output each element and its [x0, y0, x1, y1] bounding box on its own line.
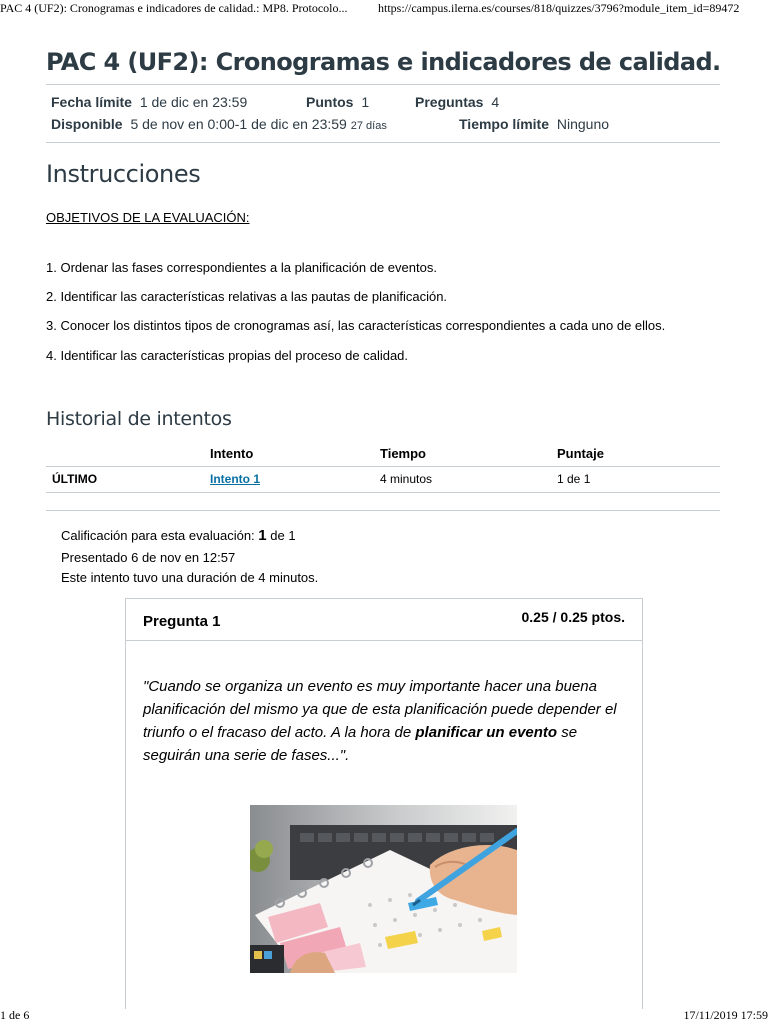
objective-item: 4. Identificar las características propias del proceso de calidad. — [46, 348, 409, 363]
points — [306, 94, 369, 110]
time-limit — [459, 116, 609, 132]
attempt-link[interactable]: Intento 1 — [210, 472, 260, 486]
time-limit-value: Ninguno — [556, 116, 610, 132]
print-datetime: 17/11/2019 17:59 — [683, 1008, 768, 1022]
divider — [46, 510, 720, 511]
print-header — [0, 0, 768, 18]
time-limit-label: Tiempo límite — [459, 116, 549, 132]
grade-total: de 1 — [270, 528, 296, 543]
column-header-time: Tiempo — [380, 446, 426, 461]
questions-count — [415, 94, 499, 110]
questions-label: Preguntas — [415, 94, 484, 110]
question-text: "Cuando se organiza un evento es muy importante hacer una buena planificación del mismo ya que de esta planificación puede depender el triunfo o el fracaso del acto. A la hora de planificar un evento se seguirán una serie de fases...". — [143, 678, 617, 764]
print-page-url: https://campus.ilerna.es/courses/818/quizzes/3796?module_item_id=89472 — [378, 1, 740, 15]
available-label: Disponible — [51, 116, 123, 132]
due-date — [51, 94, 247, 110]
print-footer — [0, 1008, 768, 1024]
instructions-heading: Instrucciones — [46, 160, 201, 188]
objectives-title: OBJETIVOS DE LA EVALUACIÓN: — [46, 210, 250, 225]
divider — [46, 142, 720, 143]
column-header-attempt: Intento — [210, 446, 254, 461]
print-page-number: 1 de 6 — [0, 1008, 30, 1022]
grade-label: Calificación para esta evaluación: — [61, 528, 255, 543]
submitted-date: Presentado 6 de nov en 12:57 — [61, 550, 236, 565]
divider — [46, 84, 720, 85]
question-header — [126, 599, 642, 641]
attempt-score: 1 de 1 — [557, 472, 591, 486]
points-label: Puntos — [306, 94, 354, 110]
print-page-title: PAC 4 (UF2): Cronogramas e indicadores de calidad.: MP8. Protocolo... — [0, 1, 348, 15]
grade-value: 1 — [258, 527, 267, 544]
points-value: 1 — [361, 94, 370, 110]
due-label: Fecha límite — [51, 94, 132, 110]
available-value: 5 de nov en 0:00-1 de dic en 23:59 — [130, 116, 347, 132]
page-title: PAC 4 (UF2): Cronogramas e indicadores de calidad. — [46, 48, 721, 76]
grade-summary — [61, 527, 296, 544]
objective-item: 1. Ordenar las fases correspondientes a la planificación de eventos. — [46, 260, 437, 275]
availability — [51, 116, 387, 132]
history-heading: Historial de intentos — [46, 408, 232, 430]
table-header-divider — [46, 466, 720, 467]
question-name: Pregunta 1 — [143, 613, 221, 630]
row-label: ÚLTIMO — [52, 472, 98, 486]
objective-item: 3. Conocer los distintos tipos de cronogramas así, las características correspondientes a cada uno de ellos. — [46, 318, 666, 333]
objective-item: 2. Identificar las características relativas a las pautas de planificación. — [46, 289, 448, 304]
calendar-planning-image — [250, 805, 517, 973]
question-card — [125, 598, 643, 1009]
available-days: 27 días — [350, 120, 387, 132]
questions-value: 4 — [491, 94, 500, 110]
table-row-divider — [46, 492, 720, 493]
question-points: 0.25 / 0.25 ptos. — [521, 609, 625, 625]
attempt-duration: Este intento tuvo una duración de 4 minutos. — [61, 570, 319, 585]
column-header-score: Puntaje — [557, 446, 604, 461]
due-value: 1 de dic en 23:59 — [139, 94, 248, 110]
attempt-time: 4 minutos — [380, 472, 433, 486]
